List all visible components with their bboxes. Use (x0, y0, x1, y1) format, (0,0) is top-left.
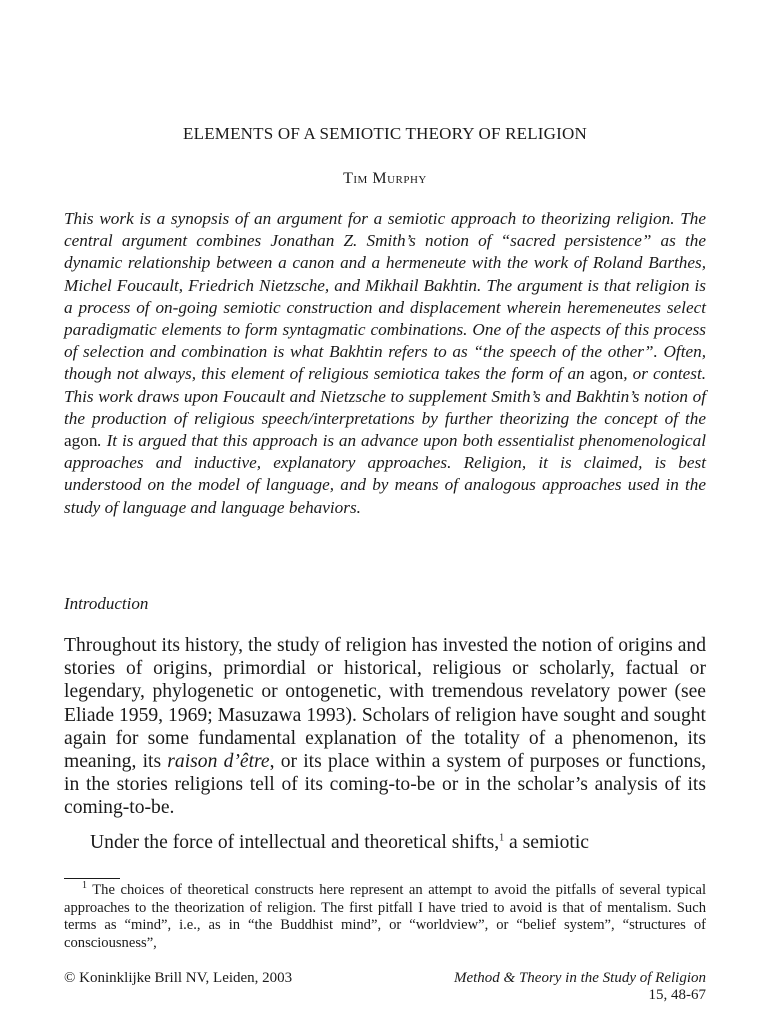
footnote: $^1$ The choices of theoretical constructs here represent an attempt to avoid the pitfalls of several typical approaches to the theorization of religion. The first pitfall I have tried to avoid is that of mentalism. Such terms as “mind”, i.e., as in “the Buddhist mind”, or “worldview”, or “belief system”, “structures of consciousness”, (64, 880, 706, 951)
footnote-ref[interactable]: 1 (499, 832, 505, 844)
abstract-term-agon: agon (589, 364, 624, 384)
copyright-notice: © Koninklijke Brill NV, Leiden, 2003 (64, 970, 293, 986)
journal-volume: 15, 48-67 (648, 987, 706, 1003)
footnote-number: 1 (82, 880, 87, 892)
article-title: ELEMENTS OF A SEMIOTIC THEORY OF RELIGION (183, 124, 587, 143)
footnote-divider (64, 878, 120, 879)
body-paragraph-2: Under the force of intellectual and theoretical shifts,$^1$ a semiotic (90, 832, 590, 853)
body-paragraph-1: Throughout its history, the study of religion has invested the notion of origins and stories of origins, primordial or historical, religious or scholarly, factual or legendary, phylogenetic or ontogenetic, with tremendous revelatory power (see Eliade 1959, 1969; Masuzawa 1993). Scholars of religion have sought and sought again for some fundamental explanation of the totality of a phenomenon, its meaning, its raison d’être, or its place within a system of purposes or functions, in the stories religions tell of its coming-to-be or in the scholar’s analysis of its coming-to-be. (64, 635, 706, 819)
italic-phrase: raison d’être (167, 751, 270, 773)
abstract-term-agon-2: agon (64, 431, 98, 451)
journal-citation (454, 970, 706, 1004)
abstract: This work is a synopsis of an argument for a semiotic approach to theorizing religion. The central argument combines Jonathan Z. Smith’s notion of “sacred persistence” as the dynamic relationship between a canon and a hermeneute with the work of Roland Barthes, Michel Foucault, Friedrich Nietzsche, and Mikhail Bakhtin. The argument is that religion is a process of on-going semiotic construction and displacement wherein heremeneutes select paradigmatic elements to form syntagmatic combinations. One of the aspects of this process of selection and combination is what Bakhtin refers to as “the speech of the other”. Often, though not always, this element of religious semiotica takes the form of an agon, or contest. This work draws upon Foucault and Nietzsche to supplement Smith’s and Bakhtin’s notion of the production of religious speech/interpretations by further theorizing the concept of the agon. It is argued that this approach is an advance upon both essentialist phenomenological approaches and inductive, explanatory approaches. Religion, it is claimed, is best understood on the model of language, and by means of analogous approaches used in the study of language and language behaviors. (64, 209, 707, 517)
journal-name: Method & Theory in the Study of Religion (453, 970, 706, 986)
author-name: Tim Murphy (343, 170, 427, 187)
paper-page (64, 0, 706, 1024)
section-heading: Introduction (64, 594, 149, 613)
